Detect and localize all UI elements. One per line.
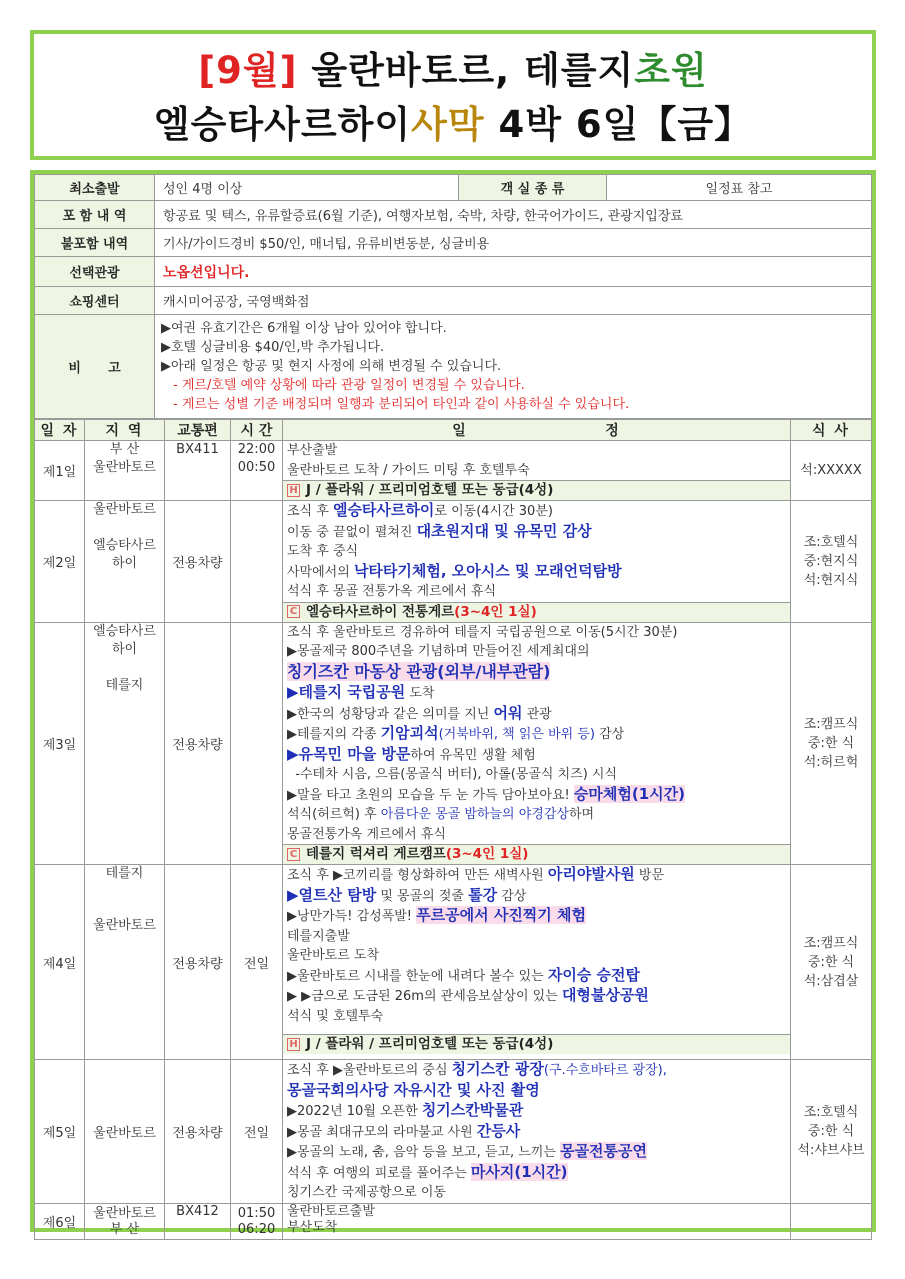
- region-line: 하이: [111, 556, 138, 571]
- remark-red-line: - 게르/호텔 예약 상황에 따라 관광 일정이 변경될 수 있습니다.: [173, 378, 525, 393]
- ger-capacity: (3~4인 1실): [454, 603, 537, 620]
- day-label: 제4일: [35, 865, 85, 1060]
- ger-line: [283, 844, 790, 864]
- day-2-row: [35, 501, 872, 623]
- day-time: 전일: [231, 865, 283, 1060]
- hotel-name: J / 플라워 / 프리미엄호텔 또는 동급(4성): [306, 482, 554, 498]
- schedule-line: 이동 중 끝없이 펼쳐진 대초원지대 및 유목민 감상: [287, 521, 592, 540]
- day-region: 울란바토르: [85, 1060, 165, 1204]
- schedule-line: 몽골전통가옥 게르에서 휴식: [287, 826, 446, 842]
- schedule-line: 조식 후 ▶코끼리를 형상화하여 만든 새벽사원 아리야발사원 방문: [287, 865, 665, 883]
- meal-line: 석:허르헉: [803, 754, 859, 770]
- title-month: [9월]: [198, 49, 298, 92]
- day-transport: 전용차량: [165, 622, 231, 865]
- schedule-line: ▶유목민 마을 방문하여 유목민 생활 체험: [287, 744, 536, 763]
- meal-line: 조:캠프식: [803, 716, 859, 732]
- itinerary-box: [30, 170, 876, 1237]
- day-label: 제2일: [35, 501, 85, 623]
- day-region: [85, 501, 165, 623]
- shopping-value: 캐시미어공장, 국영백화점: [155, 287, 872, 315]
- title-box: [30, 30, 876, 160]
- meal-line: 중:한 식: [807, 954, 855, 970]
- hotel-line: [283, 480, 790, 500]
- hotel-icon: H: [287, 1038, 300, 1051]
- ger-name: 테를지 럭셔리 게르캠프: [306, 846, 446, 862]
- schedule-line: ▶몽골 최대규모의 라마불교 사원 간등사: [287, 1121, 521, 1140]
- included-value: 항공료 및 텍스, 유류할증료(6월 기준), 여행자보험, 숙박, 차량, 한국어가이드, 관광지입장료: [155, 201, 872, 229]
- schedule-line: 울란바토르출발: [287, 1204, 375, 1219]
- ger-capacity: (3~4인 1실): [445, 846, 529, 862]
- day-label: 제1일: [35, 441, 85, 501]
- header-meal: 식 사: [791, 420, 872, 441]
- schedule-line: ▶한국의 성황당과 같은 의미를 지닌 어워 관광: [287, 703, 552, 722]
- region-line: 울란바토르: [93, 918, 156, 933]
- ger-name: 엘승타사르하이 전통게르: [306, 603, 455, 620]
- schedule-line: 도착 후 중식: [287, 544, 359, 559]
- meal-line: 조:캠프식: [803, 935, 859, 951]
- schedule-line: 조식 후 엘승타사르하이로 이동(4시간 30분): [287, 501, 553, 519]
- schedule-line: 테를지출발: [287, 928, 350, 944]
- meal-line: 조:호텔식: [803, 534, 859, 550]
- remarks-row: [35, 315, 872, 419]
- schedule-line: 사막에서의 낙타타기체험, 오아시스 및 모래언덕탐방: [287, 561, 622, 580]
- day-label: 제5일: [35, 1060, 85, 1204]
- region-line: 울란바토르: [93, 502, 156, 517]
- day-time: 전일: [231, 1060, 283, 1204]
- day-schedule: [283, 622, 791, 865]
- day-transport: 전용차량: [165, 501, 231, 623]
- day-3-row: [35, 622, 872, 865]
- min-depart-label: 최소출발: [35, 175, 155, 201]
- schedule-line: -수테차 시음, 으름(몽골식 버터), 아롤(몽골식 치즈) 시식: [287, 767, 618, 782]
- optional-label: 선택관광: [35, 257, 155, 287]
- info-table: [34, 174, 872, 419]
- region-line: 부 산: [109, 442, 140, 457]
- meal-line: 중:현지식: [803, 553, 859, 569]
- schedule-line: ▶울란바토르 시내를 한눈에 내려다 볼수 있는 자이승 승전탑: [287, 965, 641, 984]
- day-schedule: [283, 501, 791, 623]
- schedule-line: ▶테를지의 각종 기암괴석(거북바위, 책 읽은 바위 등) 감상: [287, 724, 625, 742]
- ger-line: [283, 602, 790, 622]
- remark-line: ▶호텔 싱글비용 $40/인,박 추가됩니다.: [161, 340, 385, 355]
- day-region: [85, 622, 165, 865]
- excluded-row: [35, 229, 872, 257]
- schedule-line: ▶몽골의 노래, 춤, 음악 등을 보고, 듣고, 느끼는 몽골전통공연: [287, 1142, 648, 1160]
- min-depart-row: [35, 175, 872, 201]
- day-region: [85, 441, 165, 501]
- hotel-icon: H: [287, 484, 300, 497]
- day-meal: [791, 1204, 872, 1240]
- hotel-name: J / 플라워 / 프리미엄호텔 또는 동급(4성): [306, 1036, 554, 1052]
- time-line: 06:20: [237, 1221, 276, 1237]
- schedule-line: ▶열트산 탐방 및 몽골의 젖줄 톨강 감상: [287, 885, 527, 904]
- time-line: 00:50: [237, 460, 276, 475]
- title-line2-post: 4박 6일【금】: [484, 103, 753, 146]
- remark-line: ▶여권 유효기간은 6개월 이상 남아 있어야 합니다.: [161, 321, 447, 336]
- remark-red-line: - 게르는 성별 기준 배정되며 일행과 분리되어 타인과 같이 사용하실 수 있습니다.: [173, 397, 630, 412]
- schedule-line: 칭기즈칸 마동상 관광(외부/내부관람): [287, 661, 551, 681]
- schedule-line: 조식 후 ▶울란바토르의 중심 칭기스칸 광장(구.수흐바타르 광장),: [287, 1060, 667, 1078]
- included-row: [35, 201, 872, 229]
- remarks-cell: [155, 315, 872, 419]
- schedule-line: 석식(허르헉) 후 아름다운 몽골 밤하늘의 야경감상하며: [287, 807, 595, 822]
- day-label: 제3일: [35, 622, 85, 865]
- title-line-1: [34, 44, 872, 98]
- region-line: 하이: [111, 641, 138, 657]
- schedule-line: ▶몽골제국 800주년을 기념하며 만들어진 세계최대의: [287, 644, 590, 659]
- region-line: 울란바토르: [93, 1205, 156, 1221]
- optional-row: [35, 257, 872, 287]
- excluded-label: 불포함 내역: [35, 229, 155, 257]
- remarks-label: 비 고: [35, 315, 155, 419]
- schedule-line: 석식 및 호텔투숙: [287, 1008, 384, 1024]
- day-transport: BX411: [165, 441, 231, 501]
- day-1-row: [35, 441, 872, 501]
- day-schedule: [283, 1060, 791, 1204]
- schedule-line: ▶테를지 국립공원 도착: [287, 683, 435, 701]
- meal-line: 중:한 식: [807, 1124, 855, 1139]
- title-line1-text: 울란바토르, 테를지: [297, 49, 635, 92]
- day-label: 제6일: [35, 1204, 85, 1240]
- region-line: 부 산: [109, 1221, 140, 1237]
- day-meal: 석:XXXXX: [791, 441, 872, 501]
- schedule-table: [34, 419, 872, 1240]
- meal-line: 석:현지식: [803, 572, 859, 588]
- included-label: 포 함 내 역: [35, 201, 155, 229]
- day-region: [85, 1204, 165, 1240]
- meal-line: 조:호텔식: [803, 1105, 859, 1120]
- region-line: 울란바토르: [93, 460, 156, 475]
- schedule-header-row: [35, 420, 872, 441]
- schedule-line: ▶ ▶금으로 도금된 26m의 관세음보살상이 있는 대형불상공원: [287, 986, 649, 1004]
- schedule-line: 울란바토르 도착 / 가이드 미팅 후 호텔투숙: [287, 462, 530, 478]
- day-meal: [791, 501, 872, 623]
- title-desert: 사막: [411, 103, 485, 146]
- room-type-label: 객 실 종 류: [459, 175, 607, 201]
- day-meal: [791, 865, 872, 1060]
- region-line: 테를지: [105, 866, 144, 881]
- optional-value: 노옵션입니다.: [155, 257, 872, 287]
- region-line: 엘승타사르: [93, 623, 156, 639]
- region-line: 엘승타사르: [93, 538, 156, 553]
- region-line: 테를지: [105, 677, 144, 693]
- schedule-line: 석식 후 몽골 전통가옥 게르에서 휴식: [287, 584, 497, 599]
- day-transport: BX412: [165, 1204, 231, 1240]
- schedule-line: 몽골국회의사당 자유시간 및 사진 촬영: [287, 1080, 540, 1099]
- min-depart-value: 성인 4명 이상: [155, 175, 459, 201]
- shopping-label: 쇼핑센터: [35, 287, 155, 315]
- day-5-row: [35, 1060, 872, 1204]
- remark-line: ▶아래 일정은 항공 및 현지 사정에 의해 변경될 수 있습니다.: [161, 359, 502, 374]
- schedule-line: ▶낭만가득! 감성폭발! 푸르공에서 사진찍기 체험: [287, 906, 586, 924]
- day-time: [231, 501, 283, 623]
- hotel-line: [283, 1034, 790, 1054]
- time-line: 01:50: [237, 1205, 276, 1221]
- schedule-line: 울란바토르 도착: [287, 948, 380, 963]
- day-4-row: [35, 865, 872, 1060]
- title-line2-pre: 엘승타사르하이: [153, 103, 412, 146]
- day-time: [231, 1204, 283, 1240]
- day-time: [231, 622, 283, 865]
- header-time: 시 간: [231, 420, 283, 441]
- shopping-row: [35, 287, 872, 315]
- day-meal: [791, 622, 872, 865]
- title-line-2: [34, 98, 872, 152]
- day-time: [231, 441, 283, 501]
- day-transport: 전용차량: [165, 865, 231, 1060]
- schedule-line: ▶말을 타고 초원의 모습을 두 눈 가득 담아보아요! 승마체험(1시간): [287, 784, 685, 803]
- header-day: 일 자: [35, 420, 85, 441]
- schedule-line: 부산도착: [287, 1220, 338, 1235]
- day-transport: 전용차량: [165, 1060, 231, 1204]
- header-transport: 교통편: [165, 420, 231, 441]
- room-type-value: 일정표 참고: [607, 175, 872, 201]
- meal-line: 중:한 식: [807, 735, 855, 751]
- day-6-row: [35, 1204, 872, 1240]
- meal-line: 석:샤브샤브: [797, 1143, 865, 1158]
- ger-icon: C: [287, 848, 300, 861]
- excluded-value: 기사/가이드경비 $50/인, 매너팁, 유류비변동분, 싱글비용: [155, 229, 872, 257]
- schedule-line: 칭기스칸 국제공항으로 이동: [287, 1185, 446, 1200]
- day-schedule: [283, 441, 791, 501]
- day-region: [85, 865, 165, 1060]
- day-schedule: [283, 1204, 791, 1240]
- schedule-line: 부산출발: [287, 443, 338, 458]
- ger-icon: C: [287, 605, 300, 618]
- meal-line: 석:삼겹살: [803, 973, 859, 989]
- schedule-line: ▶2022년 10월 오픈한 칭기스칸박물관: [287, 1101, 524, 1119]
- time-line: 22:00: [237, 442, 276, 457]
- schedule-line: 조식 후 울란바토르 경유하여 테를지 국립공원으로 이동(5시간 30분): [287, 624, 678, 640]
- header-schedule: 일 정: [283, 420, 791, 441]
- schedule-line: 석식 후 여행의 피로를 풀어주는 마사지(1시간): [287, 1162, 568, 1181]
- title-grassland: 초원: [634, 49, 708, 92]
- header-region: 지 역: [85, 420, 165, 441]
- day-schedule: [283, 865, 791, 1060]
- day-meal: [791, 1060, 872, 1204]
